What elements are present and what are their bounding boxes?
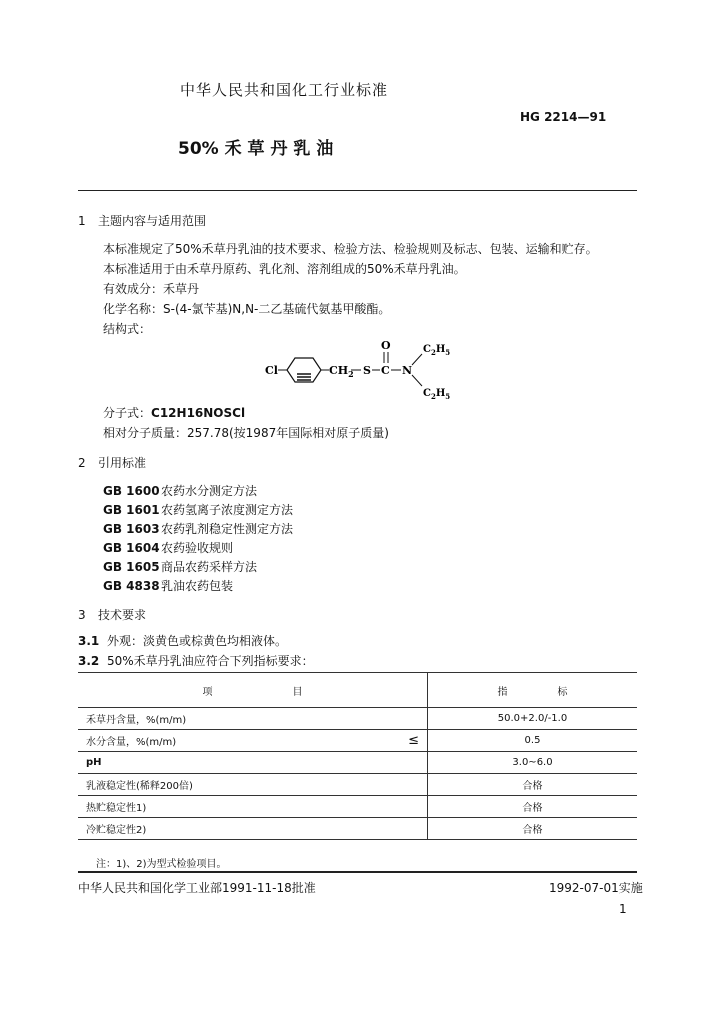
section-title: 主题内容与适用范围 xyxy=(98,214,207,228)
chlorine-label: Cl xyxy=(265,364,278,377)
reference-row: GB 4838乳油农药包装 xyxy=(103,579,234,593)
table-row: 禾草丹含量，%(m/m) 50.0+2.0/-1.0 xyxy=(78,708,637,730)
header-divider xyxy=(78,190,637,191)
molecular-mass: 相对分子质量：257.78(按1987年国际相对原子质量) xyxy=(103,426,389,440)
table-row: pH 3.0~6.0 xyxy=(78,752,637,774)
table-row: 水分含量，%(m/m) ≤ 0.5 xyxy=(78,730,637,752)
standard-category: 中华人民共和国化工行业标准 xyxy=(180,81,389,99)
implementation-date: 1992-07-01实施 xyxy=(549,881,643,895)
table-row: 冷贮稳定性2) 合格 xyxy=(78,818,637,840)
oxygen-label: O xyxy=(381,339,391,352)
document-title: 50% 禾 草 丹 乳 油 xyxy=(178,139,334,159)
section-1-para-2: 本标准适用于由禾草丹原药、乳化剂、溶剂组成的50%禾草丹乳油。 xyxy=(103,262,466,276)
approval-line: 中华人民共和国化学工业部1991-11-18批准 xyxy=(78,881,316,895)
ch2-label: $CH_2$ xyxy=(329,364,354,379)
table-note: 注：1)、2)为型式检验项目。 xyxy=(96,859,227,870)
section-number: 1 xyxy=(78,214,86,228)
section-1-para-1: 本标准规定了50%禾草丹乳油的技术要求、检验方法、检验规则及标志、包装、运输和贮存。 xyxy=(103,242,598,256)
ethyl-top-label: $C_2H_5$ xyxy=(423,344,451,357)
specification-table xyxy=(78,672,637,840)
reference-row: GB 1604农药验收规则 xyxy=(103,541,234,555)
table-row: 热贮稳定性1) 合格 xyxy=(78,796,637,818)
molecular-formula: 分子式：C12H16NOSCl xyxy=(103,406,246,420)
sulfur-label: S xyxy=(363,364,371,377)
ethyl-bottom-label: $C_2H_5$ xyxy=(423,388,451,401)
structural-formula xyxy=(255,336,475,406)
reference-row: GB 1600农药水分测定方法 xyxy=(103,484,258,498)
section-2-heading: 2 引用标准 xyxy=(78,456,147,470)
page-number: 1 xyxy=(619,902,627,916)
structure-label: 结构式： xyxy=(103,322,152,336)
reference-row: GB 1603农药乳剂稳定性测定方法 xyxy=(103,522,294,536)
chemical-name: 化学名称：S-(4-氯苄基)N,N-二乙基硫代氨基甲酸酯。 xyxy=(103,302,391,316)
formula-value: C12H16NOSCl xyxy=(151,406,246,420)
reference-row: GB 1605商品农药采样方法 xyxy=(103,560,258,574)
standard-code: HG 2214—91 xyxy=(520,110,607,124)
table-row: 乳液稳定性(稀释200倍) 合格 xyxy=(78,774,637,796)
active-ingredient: 有效成分：禾草丹 xyxy=(103,282,200,296)
reference-row: GB 1601农药氢离子浓度测定方法 xyxy=(103,503,294,517)
section-1-heading xyxy=(78,212,206,229)
benzene-ring xyxy=(287,358,321,382)
section-3-heading: 3 技术要求 xyxy=(78,608,147,622)
footer-divider xyxy=(78,871,637,873)
table-header-row: 项 目 指 标 xyxy=(78,673,637,708)
nitrogen-label: N xyxy=(402,364,413,377)
clause-3-1: 3.1 外观：淡黄色或棕黄色均相液体。 xyxy=(78,634,288,648)
clause-3-2: 3.2 50%禾草丹乳油应符合下列指标要求： xyxy=(78,654,314,668)
carbon-label: C xyxy=(381,364,390,377)
